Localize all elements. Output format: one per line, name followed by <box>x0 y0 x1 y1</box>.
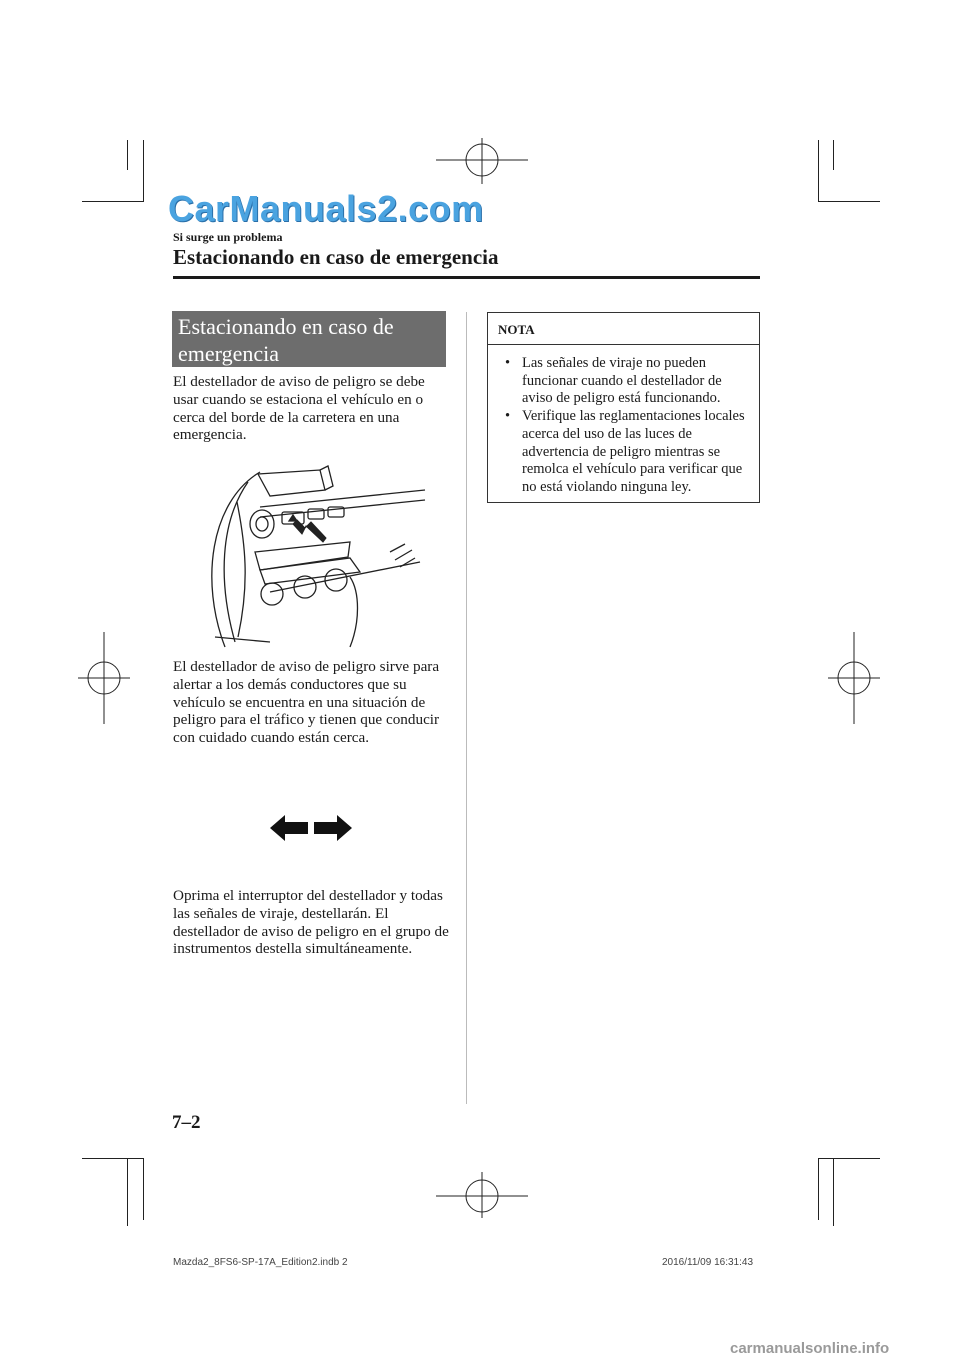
paragraph-operation: Oprima el interruptor del destellador y todas las señales de viraje, destellarán. El destellador de aviso de peligro en el grupo de instrumentos destella simultáneamente. <box>173 887 449 958</box>
hazard-switch-dashboard-illustration <box>200 462 430 652</box>
page-title: Estacionando en caso de emergencia <box>173 245 499 269</box>
note-item-text: Las señales de viraje no pueden funcionar cuando el destellador de aviso de peligro está funcionando. <box>522 355 722 407</box>
registration-mark-left <box>78 632 130 724</box>
registration-mark-top <box>436 138 528 184</box>
paragraph-intro: El destellador de aviso de peligro se debe usar cuando se estaciona el vehículo en o cerca del borde de la carretera en una emergencia. <box>173 373 425 444</box>
registration-mark-bottom <box>436 1172 528 1218</box>
footer-datetime: 2016/11/09 16:31:43 <box>662 1257 754 1268</box>
note-item <box>498 355 749 408</box>
page-number: 7–2 <box>172 1112 201 1133</box>
bullet-icon: • <box>505 408 511 425</box>
watermark-logo[interactable]: CarManuals2.com <box>168 188 484 229</box>
footer-filename: Mazda2_8FS6-SP-17A_Edition2.indb 2 <box>173 1257 348 1268</box>
section-label: Si surge un problema <box>173 230 283 244</box>
note-list <box>488 355 759 497</box>
section-heading: Estacionando en caso de emergencia <box>172 311 446 367</box>
note-item-text: Verifique las reglamentaciones locales acerca del uso de las luces de advertencia de peligro mientras se remolca el vehículo para verificar que no está violando ninguna ley. <box>522 408 745 495</box>
turn-signal-arrows-icon <box>270 813 352 843</box>
bullet-icon: • <box>505 355 511 371</box>
header-rule <box>173 276 760 279</box>
note-box <box>487 312 760 503</box>
note-item <box>498 408 749 497</box>
note-heading: NOTA <box>488 313 759 345</box>
watermark-footer[interactable]: carmanualsonline.info <box>730 1340 890 1357</box>
column-divider <box>466 312 467 1104</box>
registration-mark-right <box>828 632 880 724</box>
paragraph-purpose: El destellador de aviso de peligro sirve para alertar a los demás conductores que su vehículo se encuentra en una situación de peligro para el tráfico y tienen que conducir con cuidado cuando están cerca. <box>173 658 440 747</box>
